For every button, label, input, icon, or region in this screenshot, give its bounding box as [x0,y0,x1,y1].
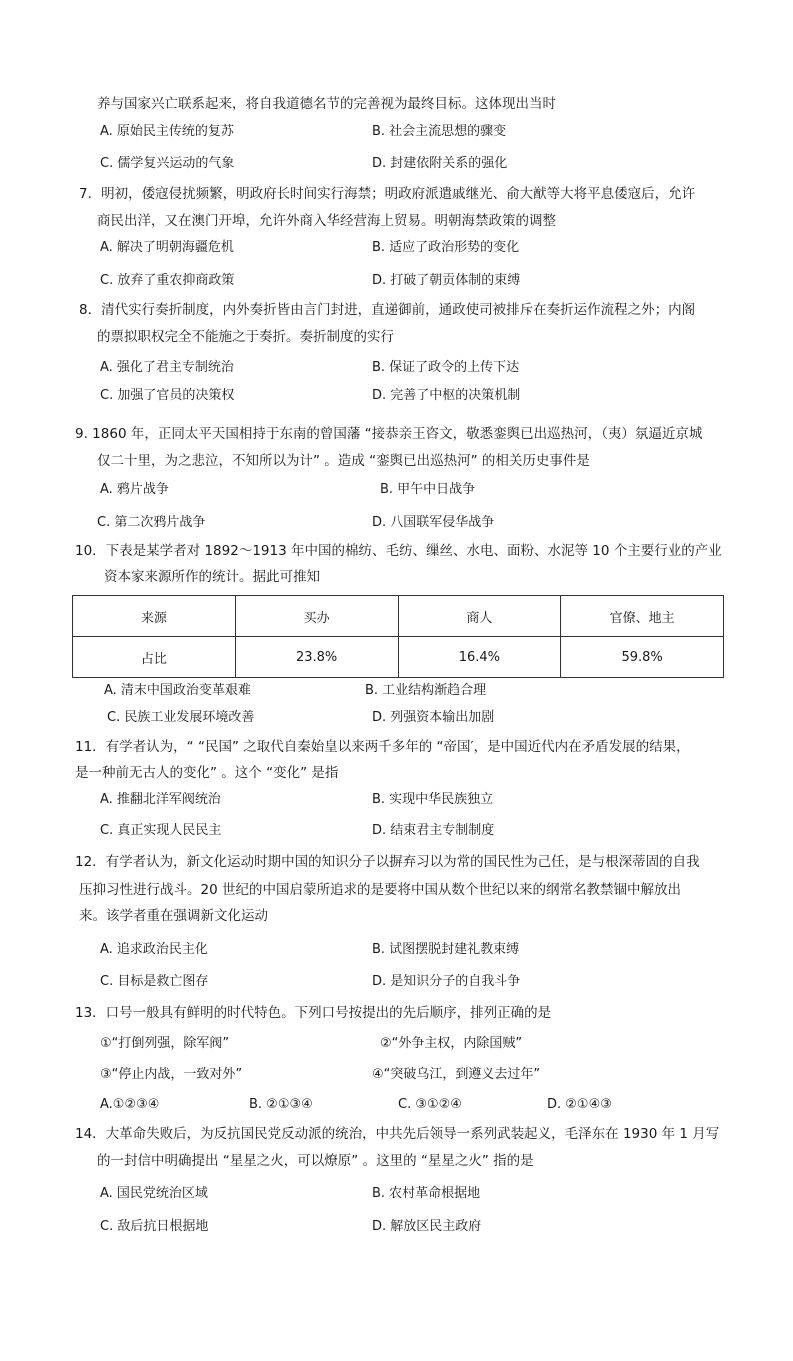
q6-option-d: D. 封建依附关系的强化 [372,156,508,171]
q12-option-a: A. 追求政治民主化 [100,942,208,957]
table-header-cell: 买办 [235,596,398,637]
q6-option-a: A. 原始民主传统的复苏 [100,124,234,139]
q14-stem-line-1: 14．大革命失败后，为反抗国民党反动派的统治，中共先后领导一系列武装起义，毛泽东在 1930 年 1 月写 [75,1126,720,1142]
q14-stem-line-2: 的一封信中明确提出 “星星之火，可以燎原” 。这里的 “星星之火” 指的是 [97,1153,534,1169]
q8-option-c: C. 加强了官员的决策权 [100,388,235,403]
table-header-cell: 商人 [398,596,561,637]
table-header-cell: 来源 [73,596,236,637]
table-cell: 占比 [73,637,236,678]
q8-option-b: B. 保证了政令的上传下达 [372,360,520,375]
q8-option-a: A. 强化了君主专制统治 [100,360,234,375]
table-cell: 23.8% [235,637,398,678]
q9-stem-line-2: 仅二十里，为之悲泣，不知所以为计” 。造成 “銮舆已出巡热河” 的相关历史事件是 [97,453,590,469]
table-cell: 59.8% [561,637,724,678]
q7-option-a: A. 解决了明朝海疆危机 [100,240,234,255]
q11-stem-line-2: 是一种前无古人的变化” 。这个 “变化” 是指 [75,765,339,781]
q13-option-a: A.①②③④ [100,1097,160,1112]
q6-stem-line: 养与国家兴亡联系起来，将自我道德名节的完善视为最终目标。这体现出当时 [97,96,556,112]
q10-option-b: B. 工业结构渐趋合理 [365,683,487,698]
q6-option-b: B. 社会主流思想的骤变 [372,124,507,139]
q14-option-a: A. 国民党统治区域 [100,1186,208,1201]
q12-option-b: B. 试图摆脱封建礼教束缚 [372,942,520,957]
q13-slogan-2: ②“外争主权，内除国贼” [380,1036,523,1051]
table-row [73,637,724,678]
q13-option-d: D. ②①④③ [547,1097,612,1112]
q12-option-d: D. 是知识分子的自我斗争 [372,974,521,989]
q6-option-c: C. 儒学复兴运动的气象 [100,156,235,171]
q14-option-c: C. 敌后抗日根据地 [100,1219,209,1234]
q11-option-c: C. 真正实现人民民主 [100,823,222,838]
q7-option-b: B. 适应了政治形势的变化 [372,240,520,255]
q14-option-d: D. 解放区民主政府 [372,1219,482,1234]
q8-stem-line-1: 8．清代实行奏折制度，内外奏折皆由言门封进，直递御前，通政使司被排斥在奏折运作流程之外；内阁 [79,302,696,318]
q9-stem-line-1: 9. 1860 年，正同太平天国相持于东南的曾国藩 “接恭亲王咨文，敬悉銮舆已出巡热河，（夷）氛逼近京城 [75,426,703,442]
q7-stem-line-2: 商民出洋，又在澳门开埠，允许外商入华经营海上贸易。明朝海禁政策的调整 [97,213,556,229]
q9-option-d: D. 八国联军侵华战争 [372,515,495,530]
capital-source-table [72,595,724,678]
q13-stem-line: 13．口号一般具有鲜明的时代特色。下列口号按提出的先后顺序，排列正确的是 [75,1005,552,1021]
q10-option-a: A. 清末中国政治变革艰难 [104,683,251,698]
q14-option-b: B. 农村革命根据地 [372,1186,481,1201]
q13-slogan-1: ①“打倒列强，除军阀” [100,1036,230,1051]
q7-option-c: C. 放弃了重农抑商政策 [100,273,235,288]
table-cell: 16.4% [398,637,561,678]
q10-stem-line-2: 资本家来源所作的统计。据此可推知 [104,569,320,585]
q11-option-a: A. 推翻北洋军阀统治 [100,792,221,807]
q8-stem-line-2: 的票拟职权完全不能施之于奏折。奏折制度的实行 [97,329,394,345]
table-header-row [73,596,724,637]
q7-option-d: D. 打破了朝贡体制的束缚 [372,273,521,288]
q12-stem-line-3: 来。该学者重在强调新文化运动 [79,908,268,924]
q13-option-c: C. ③①②④ [398,1097,462,1112]
q11-option-d: D. 结束君主专制制度 [372,823,495,838]
q13-slogan-3: ③“停止内战，一致对外” [100,1067,243,1082]
q10-option-d: D. 列强资本输出加剧 [372,710,495,725]
q12-stem-line-2: 压抑习性进行战斗。20 世纪的中国启蒙所追求的是要将中国从数个世纪以来的纲常名教禁锢中解放出 [79,882,681,898]
q9-option-b: B. 甲午中日战争 [380,482,476,497]
q13-option-b: B. ②①③④ [249,1097,313,1112]
q10-stem-line-1: 10．下表是某学者对 1892～1913 年中国的棉纺、毛纺、缫丝、水电、面粉、水泥等 10 个主要行业的产业 [75,543,722,559]
q7-stem-line-1: 7．明初，倭寇侵扰频繁，明政府长时间实行海禁；明政府派遣戚继光、俞大猷等大将平息倭寇后，允许 [79,186,696,202]
q9-option-a: A. 鸦片战争 [100,482,169,497]
q13-slogan-4: ④“突破乌江，到遵义去过年” [372,1067,541,1082]
q8-option-d: D. 完善了中枢的决策机制 [372,388,521,403]
q9-option-c: C. 第二次鸦片战争 [97,515,206,530]
q11-option-b: B. 实现中华民族独立 [372,792,494,807]
q11-stem-line-1: 11．有学者认为，“ “民国” 之取代自秦始皇以来两千多年的 “帝国′，是中国近代内在矛盾发展的结果， [75,739,690,755]
q12-option-c: C. 目标是救亡图存 [100,974,209,989]
table-header-cell: 官僚、地主 [561,596,724,637]
q12-stem-line-1: 12．有学者认为，新文化运动时期中国的知识分子以摒弃习以为常的国民性为己任，是与根深蒂固的自我 [75,854,700,870]
q10-option-c: C. 民族工业发展环境改善 [107,710,255,725]
